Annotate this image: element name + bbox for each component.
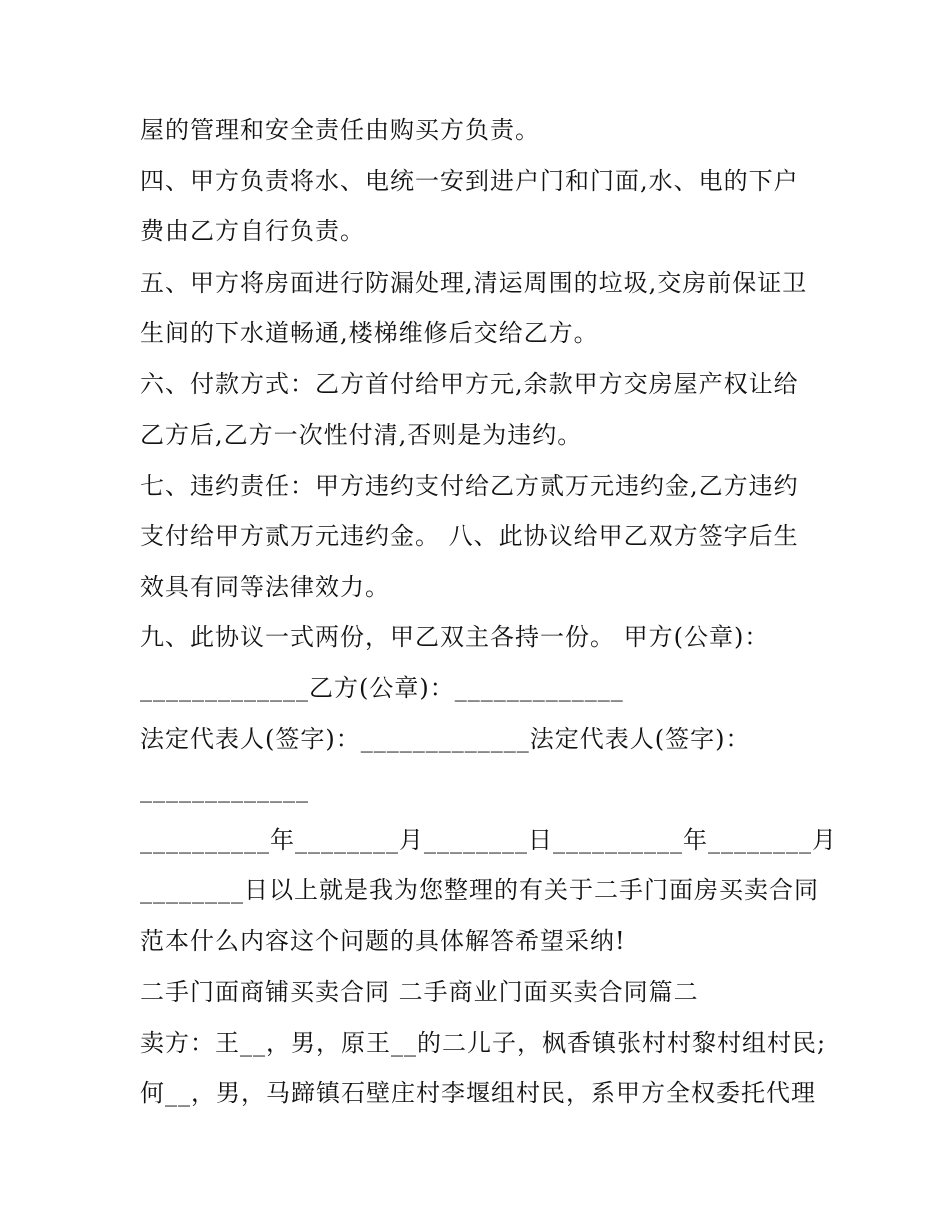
signature-line: _____________ <box>140 775 309 803</box>
signature-line: _____________乙方(公章)：_____________ <box>140 674 624 702</box>
text-line: 费由乙方自行负责。 <box>140 217 365 245</box>
text-line: 九、此协议一式两份，甲乙双主各持一份。 甲方(公章)： <box>140 623 770 651</box>
text-line: 五、甲方将房面进行防漏处理,清运周围的垃圾,交房前保证卫 <box>140 269 808 297</box>
text-line: ________日以上就是我为您整理的有关于二手门面房买卖合同 <box>140 876 819 904</box>
text-line: 生间的下水道畅通,楼梯维修后交给乙方。 <box>140 319 599 347</box>
text-line: 何__，男，马蹄镇石壁庄村李堰组村民，系甲方全权委托代理 <box>140 1079 816 1107</box>
text-line: 四、甲方负责将水、电统一安到进户门和门面,水、电的下户 <box>140 167 799 195</box>
text-line: 范本什么内容这个问题的具体解答希望采纳! <box>140 927 626 955</box>
text-line: 支付给甲方贰万元违约金。 八、此协议给甲乙双方签字后生 <box>140 522 799 550</box>
text-line: 屋的管理和安全责任由购买方负责。 <box>140 116 540 144</box>
text-line: 乙方后,乙方一次性付清,否则是为违约。 <box>140 421 583 449</box>
date-line: __________年________月________日__________年________月 <box>140 826 837 854</box>
signature-line: 法定代表人(签字)：_____________法定代表人(签字)： <box>140 725 751 753</box>
text-line: 六、付款方式：乙方首付给甲方元,余款甲方交房屋产权让给 <box>140 370 799 398</box>
section-heading: 二手门面商铺买卖合同 二手商业门面买卖合同篇二 <box>140 978 699 1006</box>
text-line: 效具有同等法律效力。 <box>140 573 390 601</box>
text-line: 卖方：王__，男，原王__的二儿子，枫香镇张村村黎村组村民; <box>140 1029 827 1057</box>
text-line: 七、违约责任：甲方违约支付给乙方贰万元违约金,乙方违约 <box>140 472 799 500</box>
